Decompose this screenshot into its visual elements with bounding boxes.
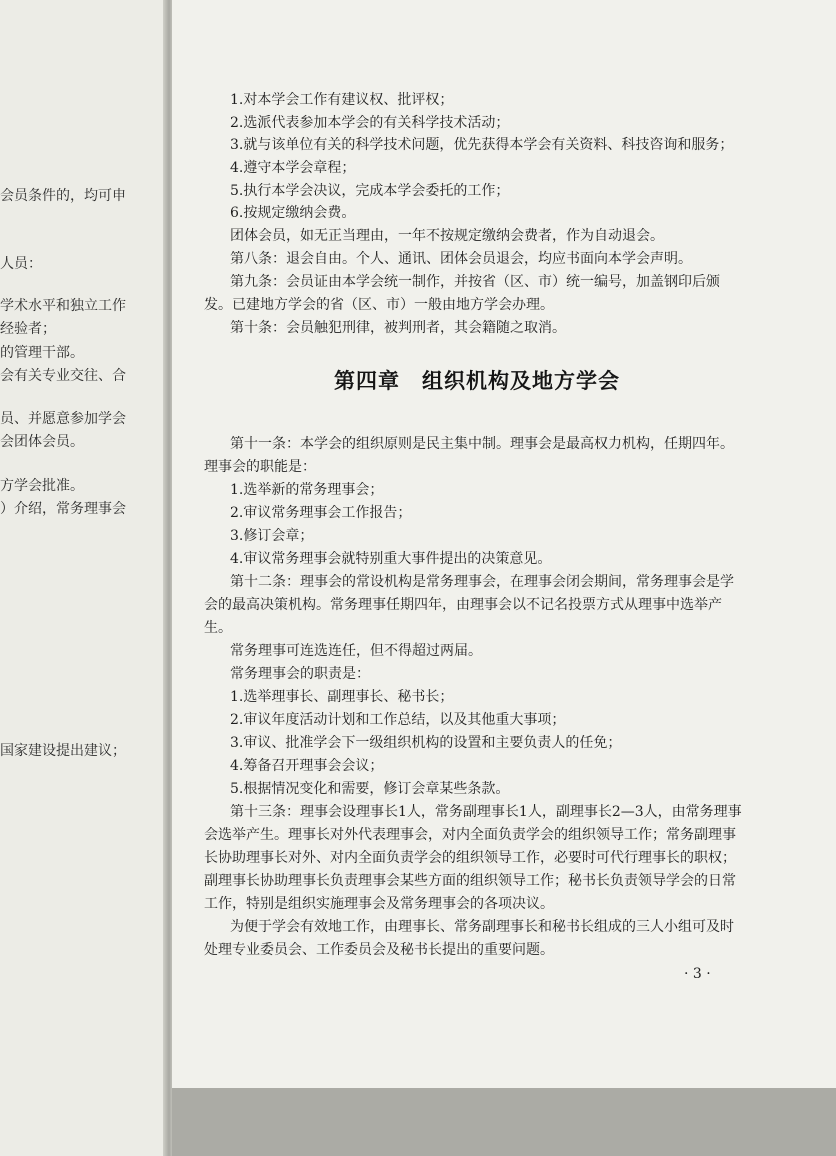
text-line: 会的最高决策机构。常务理事任期四年，由理事会以不记名投票方式从理事中选举产 [204,597,722,613]
text-line: 第九条：会员证由本学会统一制作，并按省（区、市）统一编号，加盖钢印后颁 [230,274,720,290]
text-line: 理事会的职能是： [204,459,316,475]
text-line: 2.选派代表参加本学会的有关科学技术活动； [230,115,510,131]
page-number: · 3 · [684,966,711,982]
text-line: 常务理事可连选连任，但不得超过两届。 [230,643,482,659]
left-fragment: 的管理干部。 [0,345,84,361]
left-fragment: 会有关专业交往、合 [0,368,126,384]
left-fragment: 会团体会员。 [0,434,84,450]
text-line: 4.筹备召开理事会会议； [230,758,384,774]
left-page [0,0,165,1156]
text-line: 团体会员，如无正当理由，一年不按规定缴纳会费者，作为自动退会。 [230,228,664,244]
left-fragment: 国家建设提出建议； [0,743,126,759]
text-line: 副理事长协助理事长负责理事会某些方面的组织领导工作；秘书长负责领导学会的日常 [204,873,736,889]
scan-background [172,1088,836,1156]
text-line: 第十三条：理事会设理事长1人，常务副理事长1人，副理事长2—3人，由常务理事 [230,804,742,820]
text-line: 3.就与该单位有关的科学技术问题，优先获得本学会有关资料、科技咨询和服务； [230,137,734,153]
text-line: 4.遵守本学会章程； [230,160,356,176]
text-line: 长协助理事长对外、对内全面负责学会的组织领导工作，必要时可代行理事长的职权； [204,850,736,866]
left-fragment: 方学会批准。 [0,478,84,494]
left-fragment: 会员条件的，均可申 [0,188,126,204]
text-line: 1.选举新的常务理事会； [230,482,384,498]
left-fragment: 员、并愿意参加学会 [0,411,126,427]
text-line: 5.根据情况变化和需要，修订会章某些条款。 [230,781,510,797]
text-line: 6.按规定缴纳会费。 [230,205,356,221]
text-line: 生。 [204,620,232,636]
text-line: 3.修订会章； [230,528,314,544]
text-line: 常务理事会的职责是： [230,666,370,682]
chapter-title: 第四章 组织机构及地方学会 [334,368,620,393]
text-line: 发。已建地方学会的省（区、市）一般由地方学会办理。 [204,297,554,313]
text-line: 1.对本学会工作有建议权、批评权； [230,92,454,108]
text-line: 第十二条：理事会的常设机构是常务理事会，在理事会闭会期间，常务理事会是学 [230,574,734,590]
text-line: 会选举产生。理事长对外代表理事会，对内全面负责学会的组织领导工作；常务副理事 [204,827,736,843]
left-fragment: 经验者； [0,321,56,337]
text-line: 4.审议常务理事会就特别重大事件提出的决策意见。 [230,551,552,567]
left-fragment: 人员： [0,256,42,272]
text-line: 第十一条：本学会的组织原则是民主集中制。理事会是最高权力机构，任期四年。 [230,436,734,452]
left-fragment: ）介绍，常务理事会 [0,501,126,517]
left-fragment: 学术水平和独立工作 [0,298,126,314]
text-line: 2.审议常务理事会工作报告； [230,505,412,521]
text-line: 第八条：退会自由。个人、通讯、团体会员退会，均应书面向本学会声明。 [230,251,692,267]
text-line: 5.执行本学会决议，完成本学会委托的工作； [230,183,510,199]
text-line: 1.选举理事长、副理事长、秘书长； [230,689,454,705]
text-line: 2.审议年度活动计划和工作总结，以及其他重大事项； [230,712,566,728]
text-line: 3.审议、批准学会下一级组织机构的设置和主要负责人的任免； [230,735,622,751]
right-page [172,0,836,1090]
text-line: 第十条：会员触犯刑律，被判刑者，其会籍随之取消。 [230,320,566,336]
text-line: 工作，特别是组织实施理事会及常务理事会的各项决议。 [204,896,554,912]
text-line: 为便于学会有效地工作，由理事长、常务副理事长和秘书长组成的三人小组可及时 [230,919,734,935]
text-line: 处理专业委员会、工作委员会及秘书长提出的重要问题。 [204,942,554,958]
